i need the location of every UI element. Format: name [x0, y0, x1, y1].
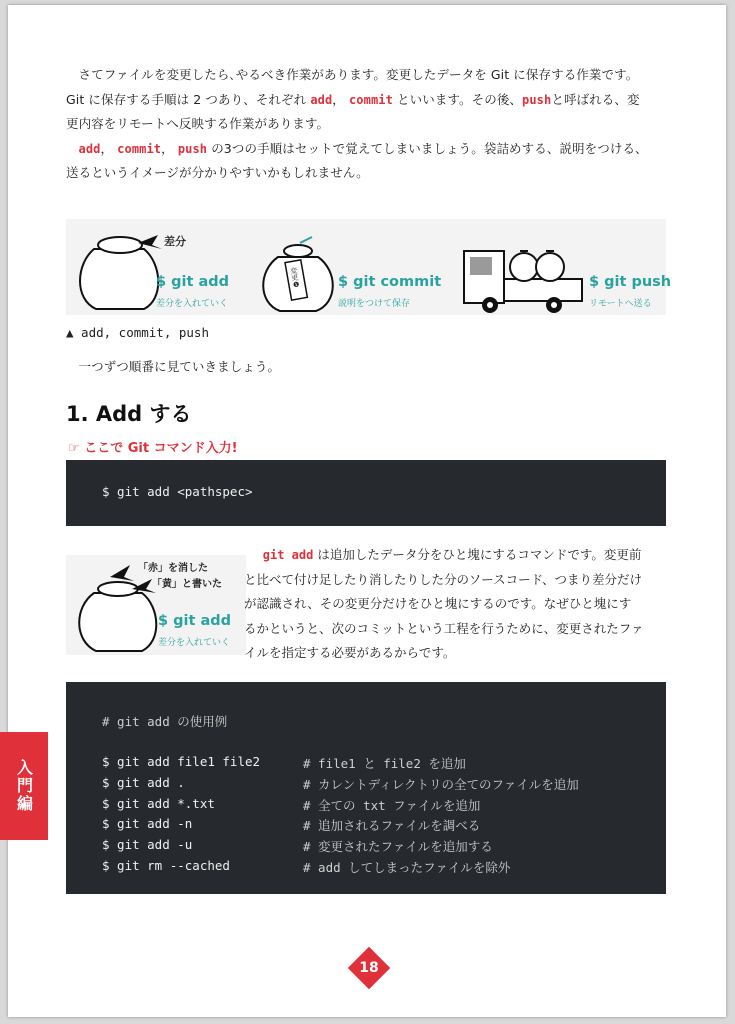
intro-line-4: add， commit， push の3つの手順はセットで覚えてしまいましょう。袋詰めする、説明をつける、	[78, 140, 648, 156]
git-add-label-2: $ git add	[158, 613, 232, 629]
example-comment: # カレントディレクトリの全てのファイルを追加	[303, 776, 579, 792]
example-comment: # add してしまったファイルを除外	[303, 860, 511, 875]
git-add-sub: 差分を入れていく	[156, 299, 229, 309]
document-page	[8, 5, 726, 1017]
example-command: $ git add file1 file2	[102, 754, 261, 769]
intro-line-5: 送るというイメージが分かりやすいかもしれません。	[66, 165, 369, 180]
example-command: $ git add -n	[102, 816, 193, 832]
example-code-block	[66, 682, 666, 894]
commit-keyword: commit	[348, 92, 393, 107]
intro-line-3: 更内容をリモートへ反映する作業があります。	[66, 116, 330, 131]
explain-paragraph: git add は追加したデータ分をひと塊にするコマンドです。変更前 と比べて付け足したり消したりした分のソースコード、つまり差分だけ が認識され、その変更分だけをひと塊にするのです。なぜひと塊にす るかというと、次のコミットという工程を行うために、変更されたファ イルを指定する必要があるからです。	[244, 547, 644, 660]
intro-line-1: さてファイルを変更したら､やるべき作業があります。変更したデータを Git に保存する作業です。	[78, 67, 639, 82]
example-command: $ git rm --cached	[102, 858, 230, 873]
example-comment: # 追加されるファイルを調べる	[303, 818, 481, 834]
section-side-tab: 入門編	[0, 732, 48, 840]
push-keyword: push	[522, 92, 552, 107]
git-add-keyword: git add	[262, 548, 314, 562]
example-command: $ git add .	[102, 774, 185, 790]
example-comment: # 変更されたファイルを追加する	[303, 839, 493, 855]
git-add-sub-2: 差分を入れていく	[158, 638, 231, 648]
diff-label: 差分	[164, 235, 186, 248]
section-heading: 1. Add する	[66, 402, 192, 426]
page-number: 18	[359, 960, 379, 976]
page-number-badge	[348, 947, 390, 989]
example-comment: # 全ての txt ファイルを追加	[303, 797, 481, 813]
example-command: $ git add *.txt	[102, 795, 215, 811]
note-yellow: 「黄」と書いた	[152, 579, 222, 590]
intro-line-2: Git に保存する手順は 2 つあり、それぞれ add， commit といいます。その後、pushと呼ばれる、変	[66, 91, 640, 107]
intro-paragraph	[66, 63, 666, 186]
git-push-label: $ git push	[589, 274, 672, 290]
git-commit-label: $ git commit	[338, 274, 442, 290]
truck-icon	[464, 251, 582, 313]
example-title: # git add の使用例	[102, 714, 228, 729]
arrow-icon	[110, 565, 134, 581]
note-red: 「赤」を消した	[138, 563, 208, 574]
next-line: 一つずつ順番に見ていきましょう。	[78, 359, 281, 374]
figure-caption: ▲ add, commit, push	[66, 325, 209, 340]
git-push-sub: リモートへ送る	[589, 299, 652, 309]
command-block	[66, 460, 666, 526]
pointing-hand-icon: ☞	[68, 441, 80, 456]
example-comment: # file1 と file2 を追加	[303, 756, 466, 771]
example-command: $ git add -u	[102, 837, 193, 853]
command-hint: ☞ ここで Git コマンド入力!	[68, 441, 238, 456]
bag-icon	[79, 582, 156, 651]
bag-icon	[80, 237, 158, 309]
command-text: $ git add <pathspec>	[102, 484, 253, 499]
git-commit-sub: 説明をつけて保存	[338, 299, 411, 309]
add-illustration	[66, 555, 246, 655]
workflow-illustration	[66, 219, 672, 315]
commit-tag-text: 変更❶	[289, 266, 301, 290]
add-keyword: add	[310, 92, 333, 107]
git-add-label: $ git add	[156, 274, 230, 290]
